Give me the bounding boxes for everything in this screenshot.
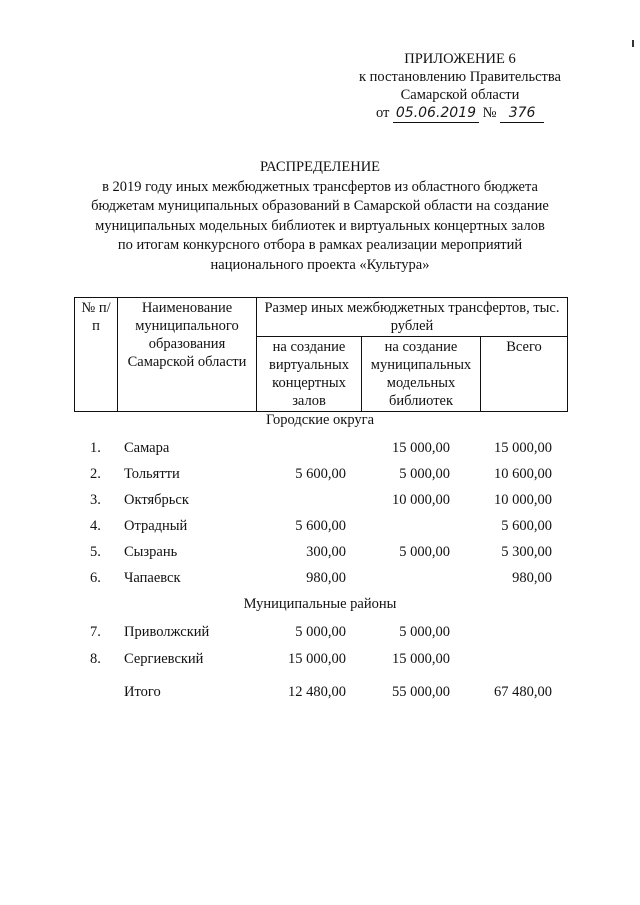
- row-virtual: 15 000,00: [288, 651, 346, 667]
- row-total: 15 000,00: [494, 440, 552, 456]
- title-line: муниципальных модельных библиотек и виртуальных концертных залов: [95, 217, 545, 234]
- row-num: 7.: [90, 624, 101, 640]
- row-name: Отрадный: [124, 518, 188, 534]
- total-row: [0, 684, 640, 704]
- row-virtual: 300,00: [306, 544, 346, 560]
- header-num: № п/п: [75, 298, 118, 412]
- header-total: Всего: [481, 337, 568, 412]
- scan-mark: [632, 40, 634, 47]
- appendix-title: ПРИЛОЖЕНИЕ 6: [404, 51, 516, 67]
- row-total: 980,00: [512, 570, 552, 586]
- appendix-region: Самарской области: [400, 87, 520, 103]
- row-num: 8.: [90, 651, 101, 667]
- row-num: 2.: [90, 466, 101, 482]
- section-title: Муниципальные районы: [243, 596, 397, 612]
- row-virtual: 5 600,00: [295, 466, 346, 482]
- row-name: Тольятти: [124, 466, 180, 482]
- title-line: в 2019 году иных межбюджетных трансфертов из областного бюджета: [102, 178, 538, 195]
- row-total: 10 600,00: [494, 466, 552, 482]
- row-num: 4.: [90, 518, 101, 534]
- table-row: [0, 440, 640, 460]
- appendix-block: [330, 50, 590, 123]
- header-size: Размер иных межбюджетных трансфертов, тыс. рублей: [257, 298, 568, 337]
- appendix-date-line: [330, 104, 590, 123]
- appendix-decree: к постановлению Правительства: [359, 69, 561, 85]
- row-library: 5 000,00: [399, 466, 450, 482]
- row-total: 10 000,00: [494, 492, 552, 508]
- table-row: [0, 492, 640, 512]
- row-name: Чапаевск: [124, 570, 181, 586]
- title-heading: РАСПРЕДЕЛЕНИЕ: [259, 159, 381, 175]
- row-num: 6.: [90, 570, 101, 586]
- document-title: [60, 158, 580, 275]
- row-virtual: 980,00: [306, 570, 346, 586]
- row-total: 5 600,00: [501, 518, 552, 534]
- row-virtual: 5 600,00: [295, 518, 346, 534]
- section-title: Городские округа: [265, 412, 375, 428]
- total-label: Итого: [124, 684, 161, 700]
- header-library: на создание муниципальных модельных библиотек: [362, 337, 481, 412]
- table-row: [0, 651, 640, 671]
- row-name: Приволжский: [124, 624, 210, 640]
- row-num: 3.: [90, 492, 101, 508]
- row-virtual: 5 000,00: [295, 624, 346, 640]
- total-library: 55 000,00: [392, 684, 450, 700]
- row-library: 15 000,00: [392, 651, 450, 667]
- row-library: 10 000,00: [392, 492, 450, 508]
- header-virtual: на создание виртуальных концертных залов: [257, 337, 362, 412]
- row-name: Октябрьск: [124, 492, 189, 508]
- row-name: Сергиевский: [124, 651, 204, 667]
- row-library: 5 000,00: [399, 544, 450, 560]
- table-row: [0, 624, 640, 644]
- date-prefix: от: [375, 105, 390, 121]
- date-value: 05.06.2019: [393, 104, 479, 123]
- total-total: 67 480,00: [494, 684, 552, 700]
- row-library: 5 000,00: [399, 624, 450, 640]
- row-num: 1.: [90, 440, 101, 456]
- total-virtual: 12 480,00: [288, 684, 346, 700]
- table-row: [0, 518, 640, 538]
- table-header: [74, 297, 568, 412]
- row-total: 5 300,00: [501, 544, 552, 560]
- table-row: [0, 466, 640, 486]
- header-name: Наименование муниципального образования Самарской области: [118, 298, 257, 412]
- title-line: бюджетам муниципальных образований в Самарской области на создание: [91, 198, 549, 214]
- title-line: национального проекта «Культура»: [210, 256, 430, 273]
- row-num: 5.: [90, 544, 101, 560]
- number-prefix: №: [482, 105, 497, 121]
- row-library: 15 000,00: [392, 440, 450, 456]
- row-name: Сызрань: [124, 544, 178, 560]
- table-row: [0, 570, 640, 590]
- table-row: [0, 544, 640, 564]
- row-name: Самара: [124, 440, 170, 456]
- title-line: по итогам конкурсного отбора в рамках реализации мероприятий: [117, 237, 523, 253]
- number-value: 376: [500, 104, 544, 123]
